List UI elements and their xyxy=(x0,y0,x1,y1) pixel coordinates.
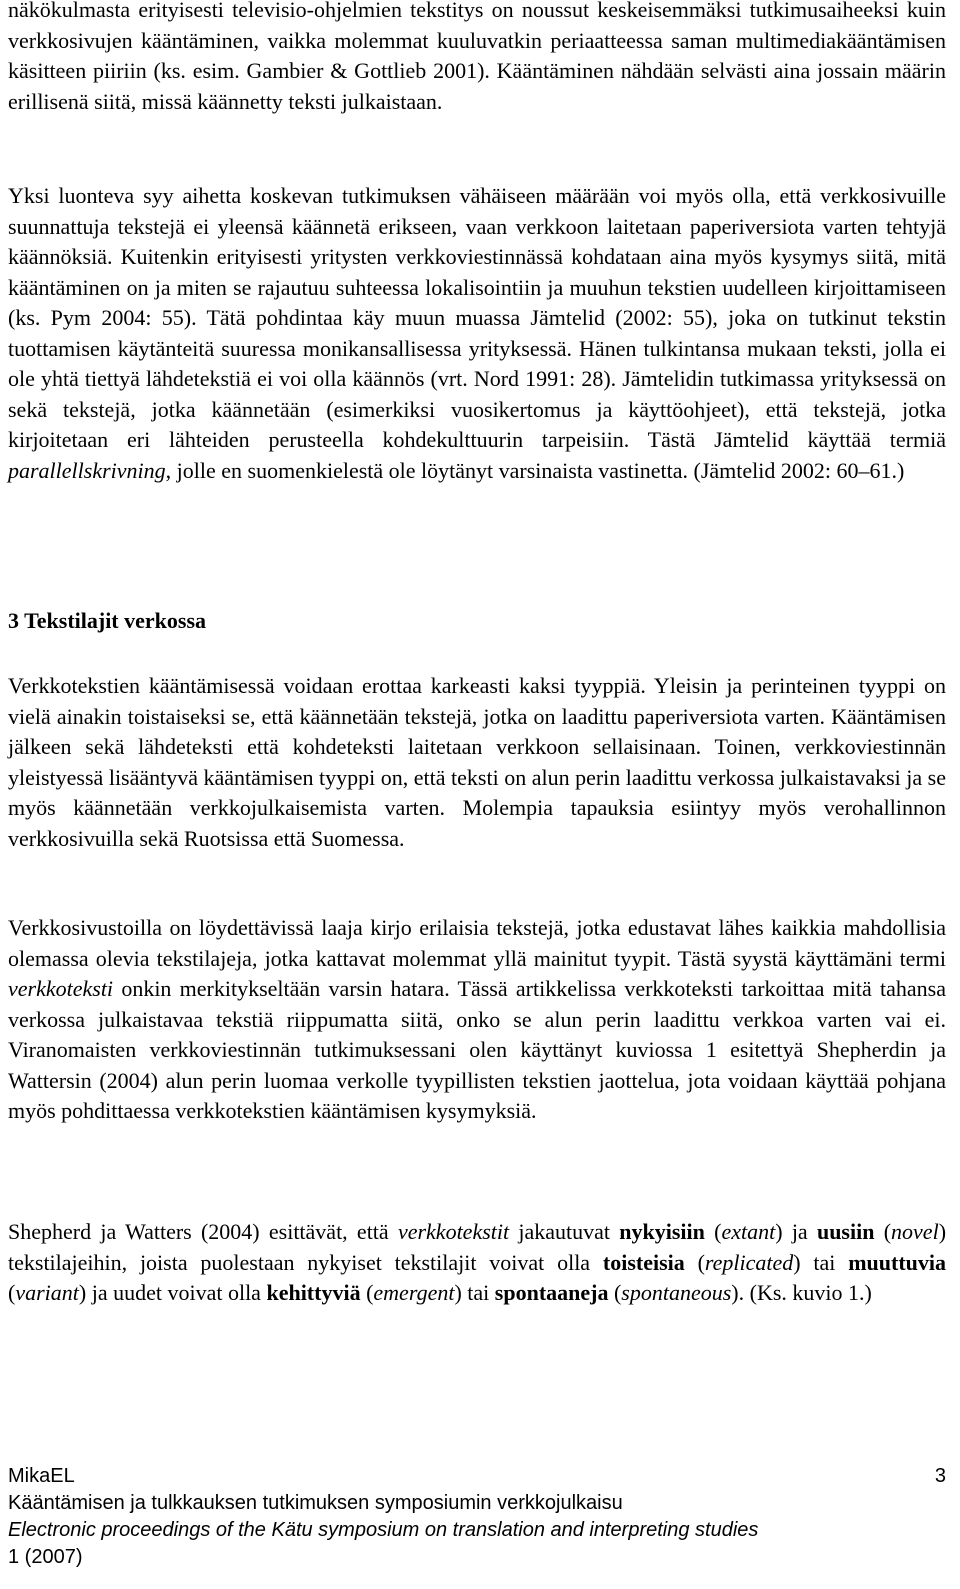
footer-title-en: Electronic proceedings of the Kätu symposium on translation and interpreting studies xyxy=(8,1519,759,1541)
paragraph-web-texts: Verkkosivustoilla on löydettävissä laaja kirjo erilaisia tekstejä, jotka edustavat lähes kaikkia mahdollisia olemassa olevia tekstilajeja, jotka kattavat molemmat yllä mainitut tyypit. Tästä syystä käyttämäni termi verkkoteksti onkin merkitykseltään varsin hatara. Tässä artikkelissa verkkoteksti tarkoittaa mitä tahansa verkossa julkaistavaa tekstiä riippumatta siitä, onko se alun perin laadittu verkkoa varten vai ei. Viranomaisten verkkoviestinnän tutkimuksessani olen käyttänyt kuviossa 1 esitettyä Shepherdin ja Wattersin (2004) alun perin luomaa verkolle tyypillisten tekstien jaottelua, jota voidaan käyttää pohjana myös pohdittaessa verkkotekstien kääntämisen kysymyksiä. xyxy=(8,915,946,1123)
term-parallellskrivning: parallellskrivning xyxy=(8,457,166,483)
paragraph-text-types: Verkkotekstien kääntämisessä voidaan erottaa karkeasti kaksi tyyppiä. Yleisin ja perinteinen tyyppi on vielä ainakin toistaiseksi se, että käännetään tekstejä, jotka on laadittu paperiversiota varten. Kääntämisen jälkeen sekä lähdeteksti että kohdeteksti laitetaan verkkoon sellaisinaan. Toinen, verkkoviestinnän yleistyessä lisääntyvä kääntämisen tyyppi on, että teksti on alun perin laadittu verkossa julkaistavaksi ja se myös käännetään verkkojulkaisemista varten. Molempia tapauksia esiintyy myös verohallinnon verkkosivuilla sekä Ruotsissa että Suomessa. xyxy=(8,673,946,851)
paragraph-intro-continuation: näkökulmasta erityisesti televisio-ohjelmien tekstitys on noussut keskeisemmäksi tutkimusaiheeksi kuin verkkosivujen kääntäminen, vaikka molemmat kuuluvatkin periaatteessa saman multimediakääntämisen käsitteen piiriin (ks. esim. Gambier & Gottlieb 2001). Kääntäminen nähdään selvästi aina jossain määrin erillisenä siitä, missä käännetty teksti julkaistaan. xyxy=(8,0,946,114)
footer-issue: 1 (2007) xyxy=(8,1546,83,1568)
paragraph-translation-research: Yksi luonteva syy aihetta koskevan tutkimuksen vähäiseen määrään voi myös olla, että verkkosivuille suunnattuja tekstejä ei yleensä käännetä erikseen, vaan verkkoon laitetaan paperiversiota varten tehtyjä käännöksiä. Kuitenkin erityisesti yritysten verkkoviestinnässä kohdataan aina myös kysymys siitä, mitä kääntäminen on ja miten se rajautuu suhteessa lokalisointiin ja muuhun tekstien uudelleen kirjoittamiseen (ks. Pym 2004: 55). Tätä pohdintaa käy muun muassa Jämtelid (2002: 55), joka on tutkinut tekstin tuottamisen käytänteitä suuressa monikansallisessa yrityksessä. Hänen tulkintansa mukaan teksti, jolla ei ole yhtä tiettyä lähdetekstiä ei voi olla käännös (vrt. Nord 1991: 28). Jämtelidin tutkimassa yrityksessä on sekä tekstejä, jotka käännetään (esimerkiksi vuosikertomus ja käyttöohjeet), että tekstejä, jotka kirjoitetaan eri lähteiden perusteella kohdekulttuurin tarpeisiin. Tästä Jämtelid käyttää termiä parallellskrivning, jolle en suomenkielestä ole löytänyt varsinaista vastinetta. (Jämtelid 2002: 60–61.) xyxy=(8,183,946,483)
page-footer xyxy=(8,1463,946,1571)
page-number: 3 xyxy=(934,1465,946,1487)
section-heading: 3 Tekstilajit verkossa xyxy=(8,608,207,633)
footer-journal-name: MikaEL xyxy=(8,1465,75,1487)
footer-title-fi: Kääntämisen ja tulkkauksen tutkimuksen symposiumin verkkojulkaisu xyxy=(8,1492,623,1514)
paragraph-genre-classification: Shepherd ja Watters (2004) esittävät, että verkkotekstit jakautuvat nykyisiin (extant) ja uusiin (novel) tekstilajeihin, joista puolestaan nykyiset tekstilajit voivat olla toisteisia (replicated) tai muuttuvia (variant) ja uudet voivat olla kehittyviä (emergent) tai spontaaneja (spontaneous). (Ks. kuvio 1.) xyxy=(8,1219,947,1305)
term-verkkoteksti: verkkoteksti xyxy=(8,976,114,1001)
